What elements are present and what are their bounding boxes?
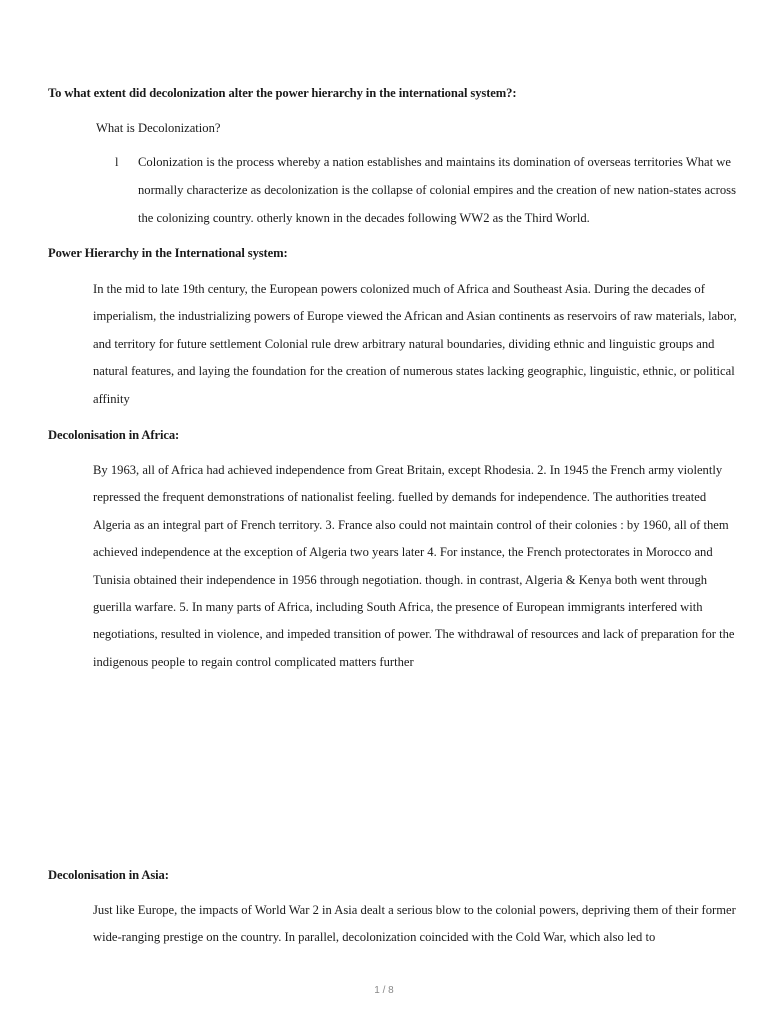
africa-paragraph: By 1963, all of Africa had achieved independence from Great Britain, except Rhodesia. 2. In 1945 the French army violently repressed the frequent demonstrations of nationalist feeling. fuelled by demands for independence. The authorities treated Algeria as an integral part of French territory. 3. France also could not maintain control of their colonies : by 1960, all of them achieved independence at the exception of Algeria two years later 4. For instance, the French protectorates in Morocco and Tunisia obtained their independence in 1956 through negotiation. though. in contrast, Algeria & Kenya both went through guerilla warfare. 5. In many parts of Africa, including South Africa, the presence of European immigrants interfered with negotiations, resulted in violence, and impeded transition of power. The withdrawal of resources and lack of preparation for the indigenous people to regain control complicated matters further	[93, 463, 735, 669]
document-title: To what extent did decolonization alter the power hierarchy in the international system?:	[48, 86, 517, 100]
bullet-text: Colonization is the process whereby a nation establishes and maintains its domination of overseas territories What we normally characterize as decolonization is the collapse of colonial empires and the creation of new nation-states across the colonizing country. otherly known in the decades following WW2 as the Third World.	[138, 155, 736, 225]
page-indicator: 1 / 8	[374, 985, 394, 996]
power-hierarchy-heading: Power Hierarchy in the International system:	[48, 246, 288, 260]
power-hierarchy-paragraph: In the mid to late 19th century, the European powers colonized much of Africa and Southeast Asia. During the decades of imperialism, the industrializing powers of Europe viewed the African and Asian continents as reservoirs of raw materials, labor, and territory for future settlement Colonial rule drew arbitrary natural boundaries, dividing ethnic and linguistic groups and natural features, and laying the foundation for the creation of numerous states lacking geographic, linguistic, ethnic, or political affinity	[93, 282, 737, 406]
decolonization-question: What is Decolonization?	[96, 121, 221, 135]
asia-paragraph: Just like Europe, the impacts of World War 2 in Asia dealt a serious blow to the colonial powers, depriving them of their former wide-ranging prestige on the country. In parallel, decolonization coincided with the Cold War, which also led to	[93, 903, 736, 945]
bullet-marker: l	[115, 155, 119, 169]
asia-heading: Decolonisation in Asia:	[48, 868, 169, 882]
africa-heading: Decolonisation in Africa:	[48, 428, 180, 442]
